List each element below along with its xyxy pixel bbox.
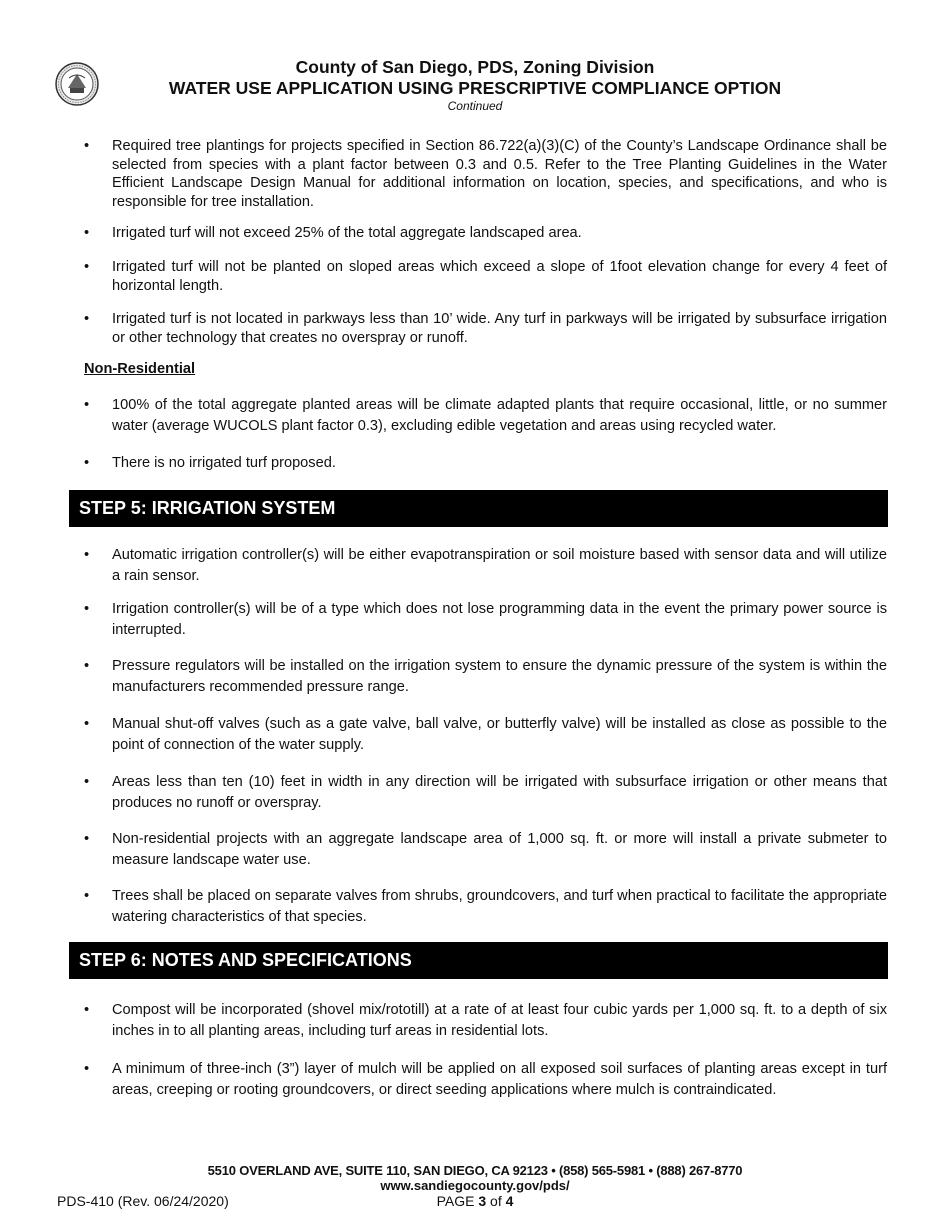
county-division-title: County of San Diego, PDS, Zoning Division xyxy=(295,57,655,77)
bullet-icon: • xyxy=(84,716,90,732)
list-item: • Compost will be incorporated (shovel mix/rototill) at a rate of at least four cubic yards per 1,000 sq. ft. to a depth of six inches in to all planting areas, including turf areas in residential lots. xyxy=(84,1002,887,1039)
form-title: WATER USE APPLICATION USING PRESCRIPTIVE COMPLIANCE OPTION xyxy=(168,78,782,98)
list-item: • Trees shall be placed on separate valves from shrubs, groundcovers, and turf when practical to facilitate the appropriate watering characteristics of that species. xyxy=(84,888,887,925)
bullet-icon: • xyxy=(84,1002,90,1018)
list-item: • Areas less than ten (10) feet in width in any direction will be irrigated with subsurface irrigation or other means that produces no runoff or overspray. xyxy=(84,774,887,811)
bullet-icon: • xyxy=(84,259,90,275)
list-item: • Irrigated turf will not be planted on sloped areas which exceed a slope of 1foot elevation change for every 4 feet of horizontal length. xyxy=(84,259,887,294)
list-item: • Irrigated turf will not exceed 25% of the total aggregate landscaped area. xyxy=(84,225,582,241)
bullet-icon: • xyxy=(84,601,90,617)
bullet-icon: • xyxy=(84,225,90,241)
list-item: • Manual shut-off valves (such as a gate valve, ball valve, or butterfly valve) will be installed as close as possible to the point of connection of the water supply. xyxy=(84,716,887,753)
form-revision: PDS-410 (Rev. 06/24/2020) xyxy=(57,1193,229,1209)
list-item: • Pressure regulators will be installed on the irrigation system to ensure the dynamic pressure of the system is within the manufacturers recommended pressure range. xyxy=(84,658,887,695)
list-item: • There is no irrigated turf proposed. xyxy=(84,455,336,471)
list-item: • 100% of the total aggregate planted areas will be climate adapted plants that require occasional, little, or no summer water (average WUCOLS plant factor 0.3), excluding edible vegetation and areas using recycled water. xyxy=(84,397,887,434)
list-item: • Non-residential projects with an aggregate landscape area of 1,000 sq. ft. or more will install a private submeter to measure landscape water use. xyxy=(84,831,887,868)
footer-website[interactable]: www.sandiegocounty.gov/pds/ xyxy=(380,1178,570,1193)
list-item: • Automatic irrigation controller(s) will be either evapotranspiration or soil moisture based with sensor data and will utilize a rain sensor. xyxy=(84,547,887,584)
bullet-icon: • xyxy=(84,311,90,327)
step5-heading: STEP 5: IRRIGATION SYSTEM xyxy=(69,490,888,527)
bullet-icon: • xyxy=(84,774,90,790)
bullet-icon: • xyxy=(84,831,90,847)
list-item: • Irrigation controller(s) will be of a type which does not lose programming data in the event the primary power source is interrupted. xyxy=(84,601,887,638)
footer-address: 5510 OVERLAND AVE, SUITE 110, SAN DIEGO, CA 92123 • (858) 565-5981 • (888) 267-8770 xyxy=(207,1163,743,1178)
bullet-icon: • xyxy=(84,455,90,471)
list-item: • A minimum of three-inch (3”) layer of mulch will be applied on all exposed soil surfaces of planting areas except in turf areas, creeping or rooting groundcovers, or direct seeding applications where mulch is contraindicated. xyxy=(84,1061,887,1098)
list-item: • Required tree plantings for projects specified in Section 86.722(a)(3)(C) of the County’s Landscape Ordinance shall be selected from species with a plant factor between 0.3 and 0.5. Refer to the Tree Planting Guidelines in the Water Efficient Landscape Design Manual for additional information on location, species, and specifications, and who is responsible for tree installation. xyxy=(84,138,887,210)
continued-label: Continued xyxy=(447,99,503,113)
non-residential-heading: Non-Residential xyxy=(84,361,196,377)
bullet-icon: • xyxy=(84,138,90,154)
step6-heading: STEP 6: NOTES AND SPECIFICATIONS xyxy=(69,942,888,979)
bullet-icon: • xyxy=(84,658,90,674)
bullet-icon: • xyxy=(84,547,90,563)
bullet-icon: • xyxy=(84,1061,90,1077)
page-number: PAGE 3 of 4 xyxy=(436,1193,514,1209)
list-item: • Irrigated turf is not located in parkways less than 10’ wide. Any turf in parkways will be irrigated by subsurface irrigation or other technology that creates no overspray or runoff. xyxy=(84,311,887,346)
bullet-icon: • xyxy=(84,888,90,904)
bullet-icon: • xyxy=(84,397,90,413)
